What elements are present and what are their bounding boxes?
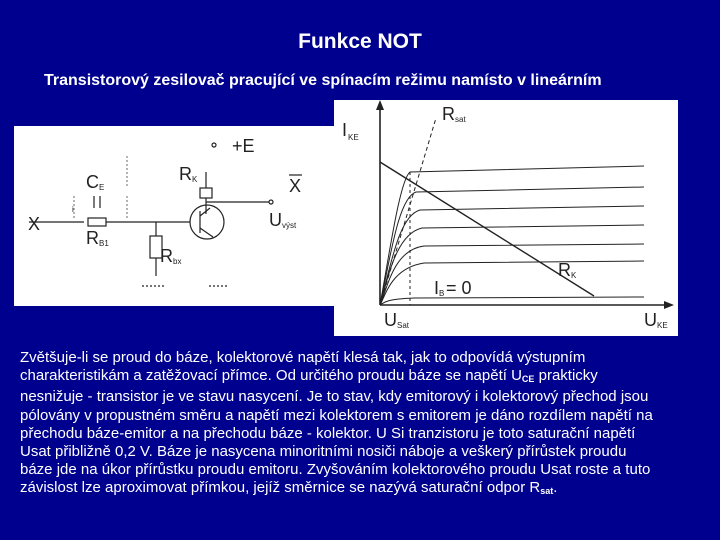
paragraph-line-3: nesnižuje - transistor je ve stavu nasycení. Je to stav, kdy emitorový i kolektorový přechod jsou [20,388,649,406]
rsat-sub-label: sat [455,115,466,124]
rsat-label: R [442,104,455,124]
paragraph-line-1: Zvětšuje-li se proud do báze, kolektorové napětí klesá tak, jak to odpovídá výstupním [20,349,586,366]
rk-label: R [179,164,192,184]
ce-label: C [86,172,99,192]
rb-sub-label: B1 [99,239,109,248]
plus-e-label: +E [232,136,255,156]
x-axis-sub-label: KE [657,321,668,330]
schematic-panel [14,126,334,306]
paragraph-line-7: báze jde na úkor přírůstku proudu emitoru. Zvyšováním kolektorového proudu Usat roste a tuto [20,461,651,479]
u-out-label: U [269,210,282,230]
rk-line-label: R [558,260,571,280]
rsat-subscript: sat [540,486,554,497]
y-axis-sub-label: KE [348,133,359,142]
u-out-sub-label: výst [282,221,297,230]
usat-label: U [384,310,397,330]
rb-label: R [86,228,99,248]
paragraph-line-2 [20,367,710,388]
x-out-label: X [289,176,302,196]
paragraph-line-2-tail: prakticky [534,367,598,385]
rk-sub-label: K [192,175,198,184]
x-in-label: X [28,214,41,234]
y-axis-label: I [342,120,348,140]
rbx-label: R [160,246,173,266]
inverter-schematic [14,126,334,306]
ib-zero-sub-label: B [439,289,445,298]
i-label: i [72,205,74,214]
graph-panel [334,100,678,336]
paragraph-line-8-text: závislost lze aproximovat přímkou, jejíž směrnice se nazývá saturační odpor R [20,479,541,497]
ib-zero-value-label: = 0 [446,278,472,298]
ce-sub-label: E [99,183,105,192]
x-axis-label: U [644,310,657,330]
paragraph-line-6: Usat přibližně 0,2 V. Báze je nasycena minoritními nosiči náboje a veškerý přírůstek proudu [20,443,627,461]
slide-title: Funkce NOT [298,30,422,53]
paragraph-line-8 [20,479,710,500]
slide-subtitle: Transistorový zesilovač pracující ve spínacím režimu namísto v lineárním [44,72,602,89]
usat-sub-label: Sat [397,321,410,330]
explanation-paragraph [20,349,710,501]
output-characteristics-graph [334,100,678,336]
uce-subscript: CE [521,374,535,385]
rbx-sub-label: bx [173,257,182,266]
ib-zero-label: I [434,278,440,298]
paragraph-line-2-text: charakteristikám a zatěžovací přímce. Od určitého proudu báze se napětí U [20,367,522,385]
paragraph-line-4: pólovány v propustném směru a napětí mezi kolektorem s emitorem je dáno rozdílem napětí na [20,406,653,424]
paragraph-line-5: přechodu báze-emitor a na přechodu báze - kolektor. U Si tranzistoru je toto saturační napětí [20,424,636,442]
paragraph-line-8-tail: . [553,479,558,497]
rk-line-sub-label: K [571,271,577,280]
